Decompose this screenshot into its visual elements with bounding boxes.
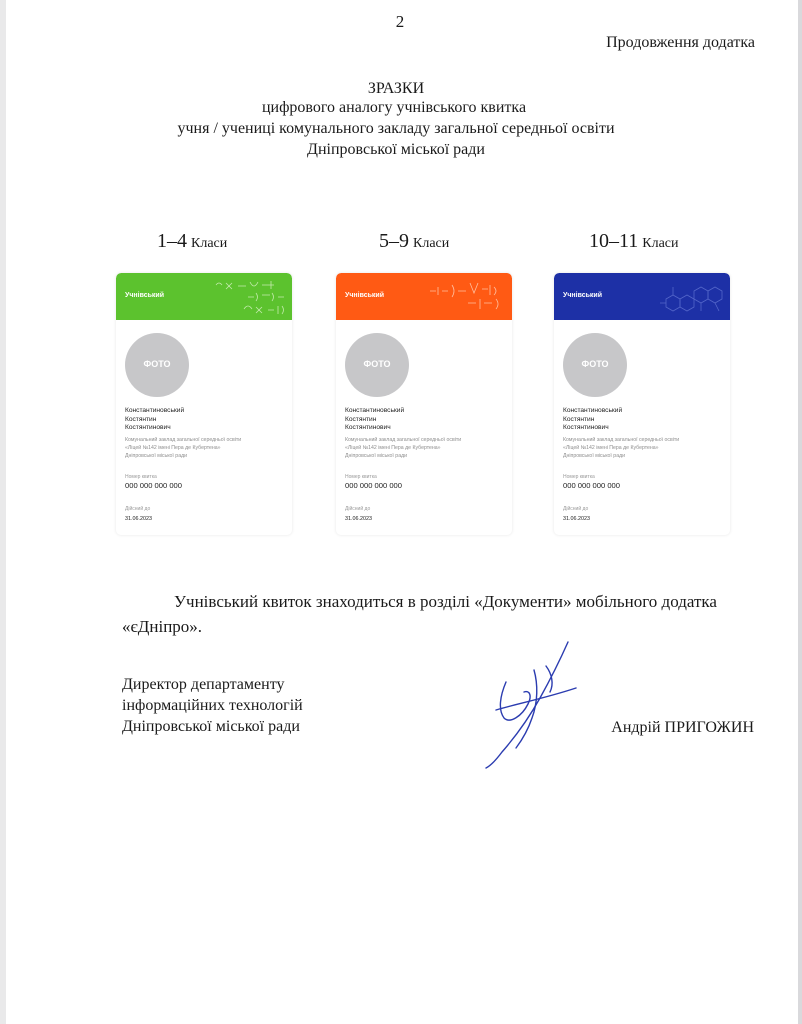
school-line: Дніпровської міської ради xyxy=(563,453,626,460)
card-title: Учнівський xyxy=(563,292,603,299)
grade-label-1-4 xyxy=(157,230,227,253)
heading-line-3: учня / учениці комунального закладу загальної середньої освіти xyxy=(177,120,615,137)
card-title: Учнівський xyxy=(345,292,385,299)
ticket-number-label: Номер квитка xyxy=(125,474,157,480)
first-name: Костянтин xyxy=(345,415,377,423)
patronymic: Костянтинович xyxy=(563,424,609,432)
page-edge xyxy=(798,0,802,1024)
valid-until-date: 31.06.2023 xyxy=(563,516,590,522)
position-line: інформаційних технологій xyxy=(122,697,303,714)
photo-label: ФОТО xyxy=(143,359,171,369)
body-paragraph xyxy=(122,589,762,639)
school-line: «Ліцей №142 імені Пера де Кубертена» xyxy=(563,445,659,452)
school-line: «Ліцей №142 імені Пера де Кубертена» xyxy=(345,445,441,452)
grade-range: 10–11 xyxy=(589,230,639,252)
grade-word: Класи xyxy=(413,236,450,251)
photo-placeholder xyxy=(125,333,189,397)
school-name xyxy=(345,436,505,461)
heading-line-4: Дніпровської міської ради xyxy=(307,141,485,158)
grade-range: 1–4 xyxy=(157,230,187,252)
grade-range: 5–9 xyxy=(379,230,409,252)
ticket-number: 000 000 000 000 xyxy=(345,481,403,490)
body-line-2: «єДніпро». xyxy=(122,617,203,636)
surname: Константиновський xyxy=(563,407,623,414)
school-line: Комунальний заклад загальної середньої освіти xyxy=(345,437,462,443)
school-line: «Ліцей №142 імені Пера де Кубертена» xyxy=(125,445,221,452)
heading-title: ЗРАЗКИ xyxy=(367,80,425,97)
body-line-1 xyxy=(122,589,762,614)
ticket-number-label: Номер квитка xyxy=(345,474,377,480)
heading-line-2: цифрового аналогу учнівського квитка xyxy=(261,99,527,116)
signatory-name: Андрій ПРИГОЖИН xyxy=(611,719,754,736)
grade-label-5-9 xyxy=(379,230,449,253)
math-formulas-decoration xyxy=(428,277,508,317)
ticket-number: 000 000 000 000 xyxy=(125,481,183,490)
valid-until-date: 31.06.2023 xyxy=(125,516,152,522)
card-title: Учнівський xyxy=(125,292,165,299)
school-line: Комунальний заклад загальної середньої освіти xyxy=(125,437,242,443)
continuation-note: Продовження додатка xyxy=(606,34,755,51)
math-formulas-decoration xyxy=(208,277,288,317)
handwritten-signature xyxy=(476,640,586,770)
position-line: Дніпровської міської ради xyxy=(122,718,300,735)
photo-placeholder xyxy=(563,333,627,397)
valid-until-label: Дійсний до xyxy=(563,506,589,512)
card-header xyxy=(554,273,730,320)
school-name xyxy=(563,436,723,461)
school-line: Комунальний заклад загальної середньої освіти xyxy=(563,437,680,443)
molecule-decoration xyxy=(646,277,726,317)
patronymic: Костянтинович xyxy=(345,424,391,432)
student-card-green xyxy=(116,273,292,535)
valid-until-label: Дійсний до xyxy=(345,506,371,512)
grade-word: Класи xyxy=(191,236,228,251)
first-name: Костянтин xyxy=(125,415,157,423)
position-line: Директор департаменту xyxy=(122,676,285,693)
page-number: 2 xyxy=(395,12,405,31)
school-name xyxy=(125,436,285,461)
photo-label: ФОТО xyxy=(363,359,391,369)
grade-label-10-11 xyxy=(589,230,679,253)
body-text-1: Учнівський квиток знаходиться в розділі «Документи» мобільного додатка xyxy=(174,592,717,611)
signatory-position xyxy=(122,674,303,737)
photo-placeholder xyxy=(345,333,409,397)
valid-until-label: Дійсний до xyxy=(125,506,151,512)
school-line: Дніпровської міської ради xyxy=(125,453,188,460)
document-page xyxy=(6,0,798,1024)
ticket-number-label: Номер квитка xyxy=(563,474,595,480)
student-name xyxy=(563,407,622,433)
student-card-orange xyxy=(336,273,512,535)
valid-until-date: 31.06.2023 xyxy=(345,516,372,522)
surname: Константиновський xyxy=(125,407,185,414)
grade-word: Класи xyxy=(642,236,679,251)
student-name xyxy=(125,407,184,433)
photo-label: ФОТО xyxy=(581,359,609,369)
card-header xyxy=(336,273,512,320)
school-line: Дніпровської міської ради xyxy=(345,453,408,460)
card-header xyxy=(116,273,292,320)
student-name xyxy=(345,407,404,433)
patronymic: Костянтинович xyxy=(125,424,171,432)
student-card-blue xyxy=(554,273,730,535)
ticket-number: 000 000 000 000 xyxy=(563,481,621,490)
surname: Константиновський xyxy=(345,407,405,414)
first-name: Костянтин xyxy=(563,415,595,423)
